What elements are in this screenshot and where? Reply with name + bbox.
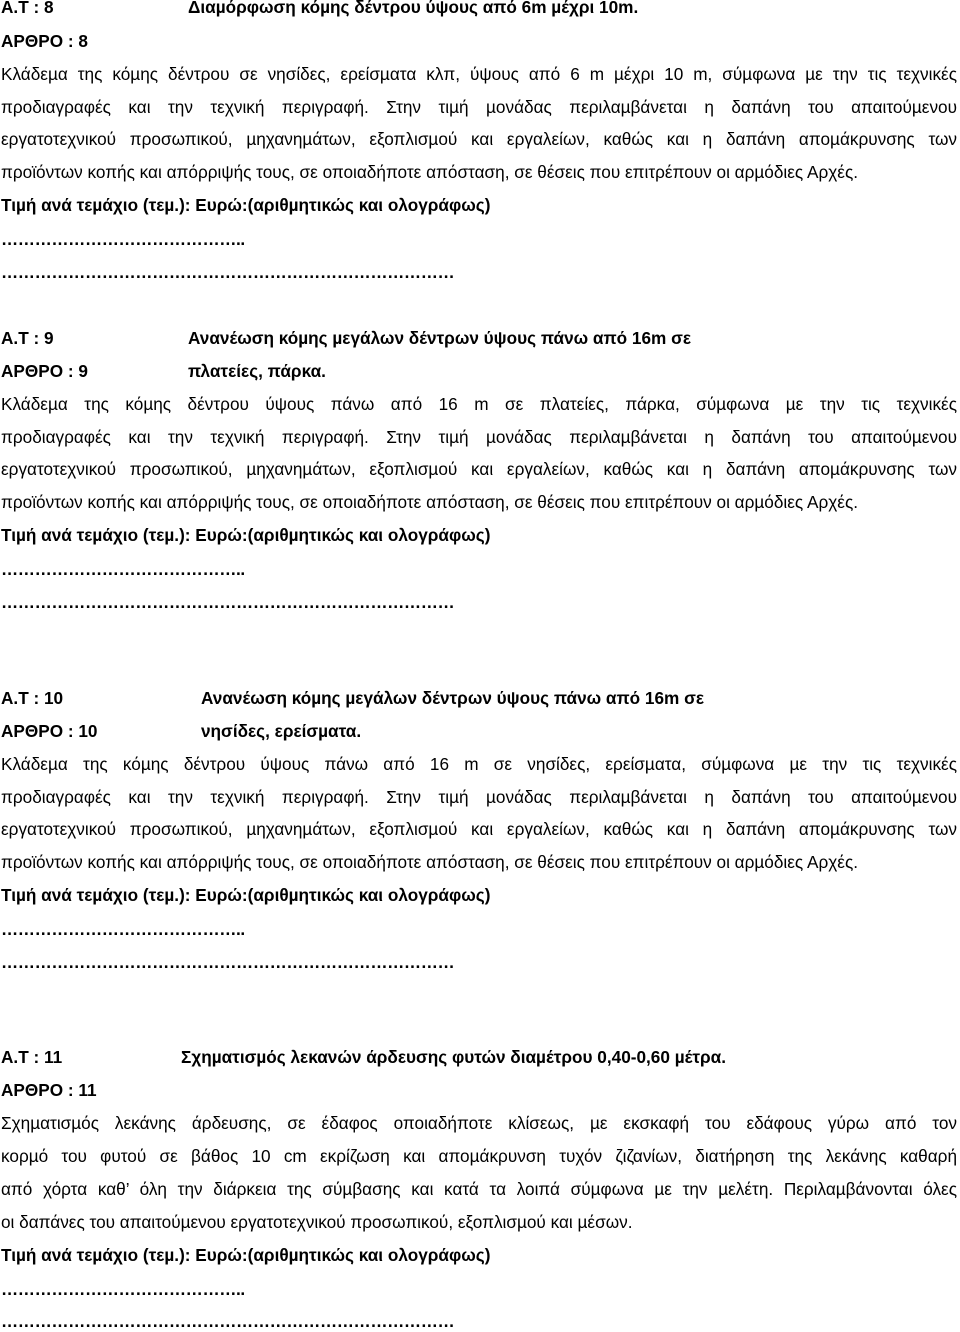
unit-price-label: Τιµή ανά τεµάχιο (τεµ.): Ευρώ:(αριθµητικώς και ολογράφως) <box>1 195 491 215</box>
article-body-line: Κλάδεµα της κόµης δέντρου ύψους πάνω από 16 m σε νησίδες, ερείσµατα, σύµφωνα µε την τις τεχνικές <box>1 754 957 774</box>
price-numeric-blank: …………………………………….. <box>1 919 245 939</box>
article-title: Ανανέωση κόµης µεγάλων δέντρων ύψους πάνω από 16m σε <box>188 328 692 348</box>
price-numeric-blank: …………………………………….. <box>1 229 245 249</box>
article-number: ΑΡΘΡΟ : 9 <box>1 361 88 381</box>
article-body-line: προϊόντων κοπής και απόρριψής τους, σε οποιαδήποτε απόσταση, σε θέσεις που επιτρέπουν οι αρµόδιες Αρχές. <box>1 162 858 182</box>
article-body-line: προδιαγραφές και την τεχνική περιγραφή. Στην τιµή µονάδας περιλαµβάνεται η δαπάνη του απαιτούµενου <box>1 787 957 807</box>
price-words-blank: ……………………………………………………………………… <box>1 262 455 282</box>
unit-price-label: Τιµή ανά τεµάχιο (τεµ.): Ευρώ:(αριθµητικώς και ολογράφως) <box>1 525 491 545</box>
article-body-line: προϊόντων κοπής και απόρριψής τους, σε οποιαδήποτε απόσταση, σε θέσεις που επιτρέπουν οι αρµόδιες Αρχές. <box>1 492 858 512</box>
article-body-line: εργατοτεχνικού προσωπικού, µηχανηµάτων, εξοπλισµού και εργαλείων, καθώς και η δαπάνη αποµάκρυνσης των <box>1 129 957 149</box>
unit-price-label: Τιµή ανά τεµάχιο (τεµ.): Ευρώ:(αριθµητικώς και ολογράφως) <box>1 1245 491 1265</box>
article-title-continued: νησίδες, ερείσµατα. <box>201 721 362 741</box>
article-body-line: προϊόντων κοπής και απόρριψής τους, σε οποιαδήποτε απόσταση, σε θέσεις που επιτρέπουν οι αρµόδιες Αρχές. <box>1 852 858 872</box>
article-number: ΑΡΘΡΟ : 10 <box>1 721 98 741</box>
article-body-line: από χόρτα καθ’ όλη την διάρκεια της σύµβασης και κατά τα λοιπά σύµφωνα µε την µελέτη. Περιλαµβάνονται όλες <box>1 1179 957 1199</box>
article-body-line: Σχηµατισµός λεκάνης άρδευσης, σε έδαφος οποιαδήποτε κλίσεως, µε εκσκαφή του εδάφους γύρω από τον <box>1 1113 957 1133</box>
article-title-continued: πλατείες, πάρκα. <box>188 361 326 381</box>
unit-price-label: Τιµή ανά τεµάχιο (τεµ.): Ευρώ:(αριθµητικώς και ολογράφως) <box>1 885 491 905</box>
article-body-line: οι δαπάνες του απαιτούµενου εργατοτεχνικού προσωπικού, εξοπλισµού και µέσων. <box>1 1212 633 1232</box>
article-number: ΑΡΘΡΟ : 11 <box>1 1080 97 1100</box>
price-numeric-blank: …………………………………….. <box>1 559 245 579</box>
article-title: Διαµόρφωση κόµης δέντρου ύψους από 6m µέχρι 10m. <box>188 0 639 17</box>
article-body-line: εργατοτεχνικού προσωπικού, µηχανηµάτων, εξοπλισµού και εργαλείων, καθώς και η δαπάνη αποµάκρυνσης των <box>1 819 957 839</box>
article-price-code: Α.Τ : 8 <box>1 0 54 17</box>
article-body-line: Κλάδεµα της κόµης δέντρου σε νησίδες, ερείσµατα κλπ, ύψους από 6 m µέχρι 10 m, σύµφωνα µε την τις τεχνικές <box>1 64 957 84</box>
article-body-line: Κλάδεµα της κόµης δέντρου ύψους πάνω από 16 m σε πλατείες, πάρκα, σύµφωνα µε την τις τεχνικές <box>1 394 957 414</box>
article-body-line: εργατοτεχνικού προσωπικού, µηχανηµάτων, εξοπλισµού και εργαλείων, καθώς και η δαπάνη αποµάκρυνσης των <box>1 459 957 479</box>
article-price-code: Α.Τ : 11 <box>1 1047 63 1067</box>
article-number: ΑΡΘΡΟ : 8 <box>1 31 88 51</box>
price-words-blank: ……………………………………………………………………… <box>1 1311 455 1331</box>
article-price-code: Α.Τ : 10 <box>1 688 64 708</box>
article-title: Ανανέωση κόµης µεγάλων δέντρων ύψους πάνω από 16m σε <box>201 688 705 708</box>
article-body-line: προδιαγραφές και την τεχνική περιγραφή. Στην τιµή µονάδας περιλαµβάνεται η δαπάνη του απαιτούµενου <box>1 97 957 117</box>
price-numeric-blank: …………………………………….. <box>1 1279 245 1299</box>
article-price-code: Α.Τ : 9 <box>1 328 54 348</box>
article-body-line: κορµό του φυτού σε βάθος 10 cm εκρίζωση και αποµάκρυνση τυχόν ζιζανίων, διατήρηση της λεκάνης καθαρή <box>1 1146 958 1166</box>
article-title: Σχηµατισµός λεκανών άρδευσης φυτών διαµέτρου 0,40-0,60 µέτρα. <box>181 1047 727 1067</box>
price-words-blank: ……………………………………………………………………… <box>1 592 455 612</box>
article-body-line: προδιαγραφές και την τεχνική περιγραφή. Στην τιµή µονάδας περιλαµβάνεται η δαπάνη του απαιτούµενου <box>1 427 957 447</box>
price-words-blank: ……………………………………………………………………… <box>1 952 455 972</box>
